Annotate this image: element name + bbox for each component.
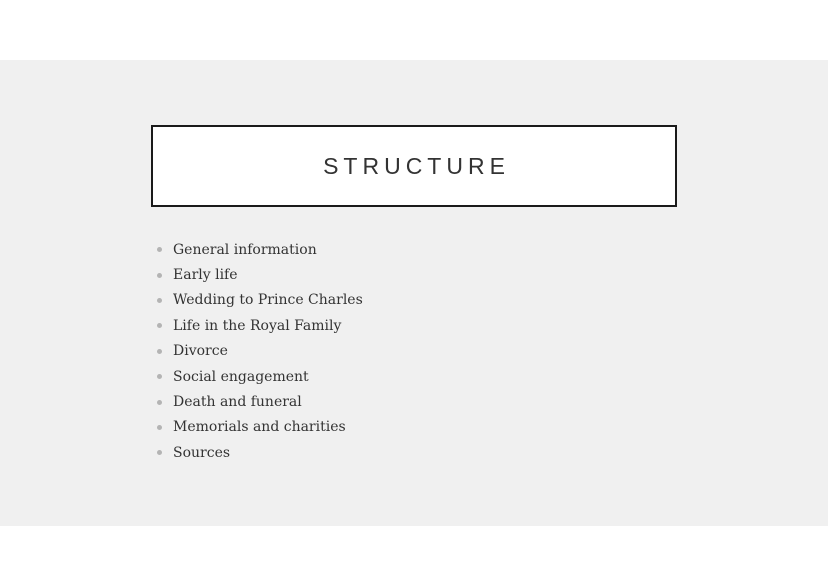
bullet-icon [157,273,162,278]
list-item [157,440,363,465]
list-item [157,364,363,389]
list-item-text: Life in the Royal Family [173,317,342,334]
list-item [157,313,363,338]
list-item [157,389,363,414]
bullet-icon [157,349,162,354]
bullet-icon [157,425,162,430]
list-item [157,339,363,364]
list-item-text: Memorials and charities [173,419,346,436]
list-item-text: Death and funeral [173,394,302,411]
list-item [157,237,363,262]
list-item-text: Early life [173,267,238,284]
bullet-icon [157,247,162,252]
bullet-icon [157,298,162,303]
bullet-icon [157,400,162,405]
list-item [157,262,363,287]
slide [0,60,828,526]
bullet-list [157,237,363,466]
bullet-icon [157,450,162,455]
bullet-icon [157,374,162,379]
bullet-icon [157,323,162,328]
slide-title: STRUCTURE [323,152,510,179]
list-item-text: Divorce [173,343,228,360]
title-box [151,125,677,207]
list-item-text: General information [173,241,317,258]
list-item [157,415,363,440]
list-item-text: Wedding to Prince Charles [173,292,363,309]
list-item [157,288,363,313]
list-item-text: Sources [173,444,231,461]
list-item-text: Social engagement [173,368,309,385]
